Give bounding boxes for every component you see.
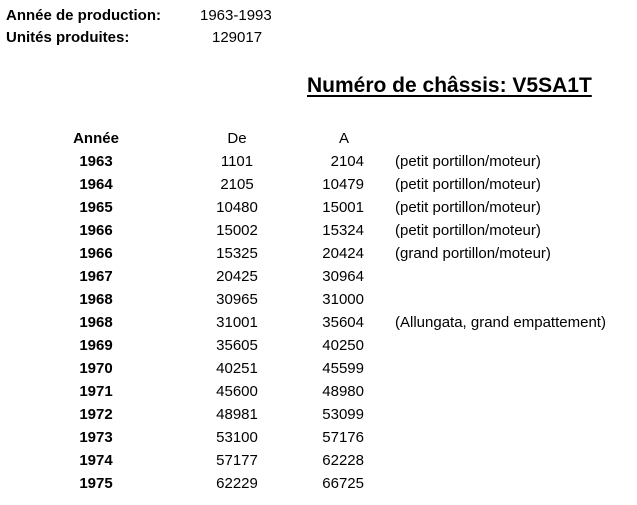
cell-from: 48981 — [216, 406, 258, 423]
cell-to: 15001 — [322, 199, 364, 216]
cell-to: 53099 — [322, 406, 364, 423]
cell-to: 48980 — [322, 383, 364, 400]
cell-note: (petit portillon/moteur) — [395, 199, 541, 216]
cell-to: 35604 — [322, 314, 364, 331]
cell-to: 40250 — [322, 337, 364, 354]
table-row — [0, 196, 637, 219]
cell-to: 20424 — [322, 245, 364, 262]
cell-to: 66725 — [322, 475, 364, 492]
cell-from: 15002 — [216, 222, 258, 239]
cell-year: 1965 — [79, 199, 113, 216]
cell-from: 57177 — [216, 452, 258, 469]
cell-year: 1968 — [79, 314, 113, 331]
table-row — [0, 219, 637, 242]
cell-note: (petit portillon/moteur) — [395, 176, 541, 193]
cell-note: (Allungata, grand empattement) — [395, 314, 606, 331]
cell-to: 15324 — [322, 222, 364, 239]
cell-year: 1964 — [79, 176, 113, 193]
table-row — [0, 449, 637, 472]
cell-year: 1975 — [79, 475, 113, 492]
table-row — [0, 242, 637, 265]
table-row — [0, 403, 637, 426]
cell-from: 20425 — [216, 268, 258, 285]
production-years-value: 1963-1993 — [200, 7, 272, 24]
chassis-number-heading: Numéro de châssis: V5SA1T — [307, 74, 592, 97]
table-row — [0, 357, 637, 380]
production-years-label: Année de production: — [6, 7, 161, 24]
header-to: A — [338, 130, 349, 147]
cell-to: 10479 — [322, 176, 364, 193]
cell-year: 1973 — [79, 429, 113, 446]
cell-to: 2104 — [330, 153, 364, 170]
cell-from: 45600 — [216, 383, 258, 400]
cell-to: 57176 — [322, 429, 364, 446]
cell-year: 1967 — [79, 268, 113, 285]
header-year: Année — [73, 130, 119, 147]
cell-to: 62228 — [322, 452, 364, 469]
cell-year: 1969 — [79, 337, 113, 354]
cell-from: 10480 — [216, 199, 258, 216]
cell-to: 30964 — [322, 268, 364, 285]
table-row — [0, 150, 637, 173]
cell-year: 1972 — [79, 406, 113, 423]
table-row — [0, 288, 637, 311]
cell-from: 2105 — [220, 176, 254, 193]
cell-to: 31000 — [322, 291, 364, 308]
table-row — [0, 173, 637, 196]
units-produced-value: 129017 — [212, 29, 263, 46]
cell-from: 1101 — [220, 153, 254, 170]
cell-year: 1966 — [79, 245, 113, 262]
cell-note: (petit portillon/moteur) — [395, 153, 541, 170]
table-row — [0, 472, 637, 495]
table-row — [0, 265, 637, 288]
table-row — [0, 380, 637, 403]
cell-from: 35605 — [216, 337, 258, 354]
cell-from: 30965 — [216, 291, 258, 308]
cell-from: 62229 — [216, 475, 258, 492]
cell-note: (grand portillon/moteur) — [395, 245, 551, 262]
cell-from: 53100 — [216, 429, 258, 446]
cell-year: 1970 — [79, 360, 113, 377]
header-from: De — [227, 130, 247, 147]
cell-from: 15325 — [216, 245, 258, 262]
units-produced-label: Unités produites: — [6, 29, 130, 46]
cell-year: 1966 — [79, 222, 113, 239]
table-row — [0, 311, 637, 334]
cell-year: 1974 — [79, 452, 113, 469]
cell-year: 1968 — [79, 291, 113, 308]
cell-from: 31001 — [216, 314, 258, 331]
cell-year: 1963 — [79, 153, 113, 170]
cell-year: 1971 — [79, 383, 113, 400]
cell-from: 40251 — [216, 360, 258, 377]
table-row — [0, 334, 637, 357]
chassis-table-header — [0, 127, 637, 150]
cell-to: 45599 — [322, 360, 364, 377]
table-row — [0, 426, 637, 449]
cell-note: (petit portillon/moteur) — [395, 222, 541, 239]
